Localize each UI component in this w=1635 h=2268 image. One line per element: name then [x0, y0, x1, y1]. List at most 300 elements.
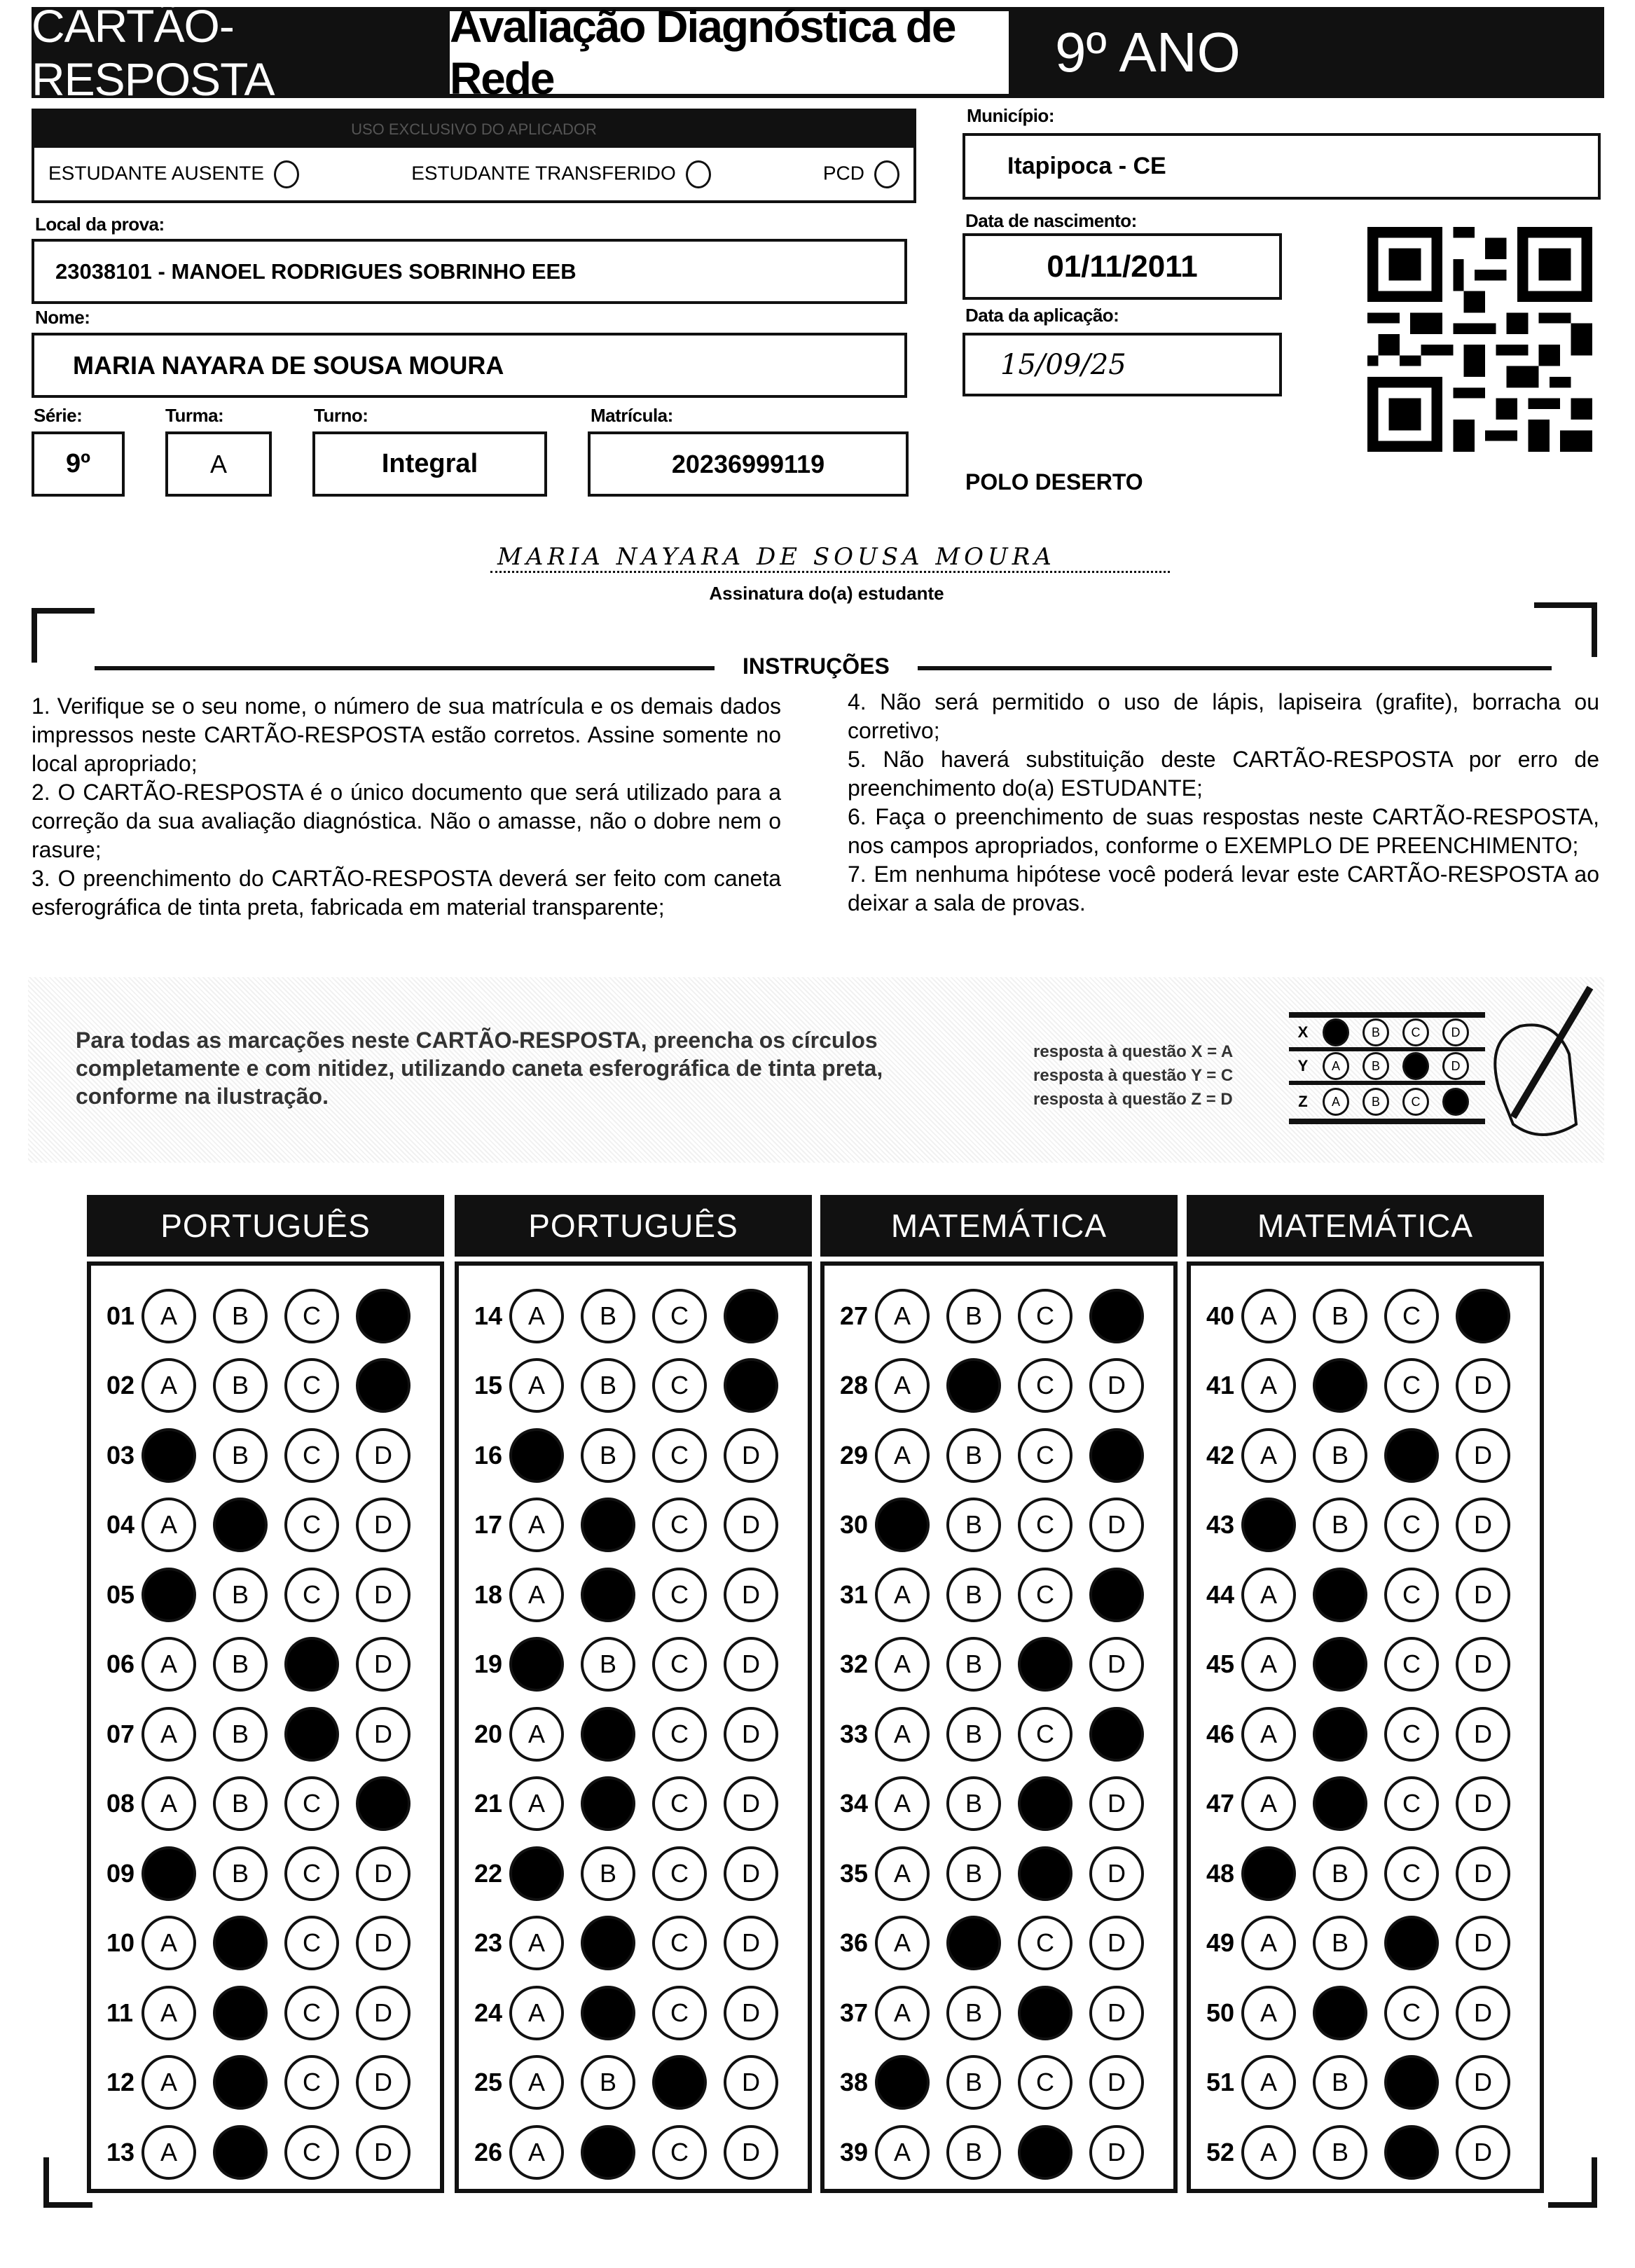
bubble-b[interactable]: B [581, 1428, 635, 1483]
bubble-b[interactable]: B [1313, 1428, 1367, 1483]
filled-bubble-b[interactable] [1313, 1637, 1367, 1692]
bubble-a[interactable]: A [509, 2055, 564, 2110]
name-field: MARIA NAYARA DE SOUSA MOURA [32, 333, 907, 398]
bubble-d[interactable]: D [356, 1846, 411, 1901]
filled-bubble-d[interactable] [1089, 1568, 1144, 1622]
bubble-d[interactable]: D [356, 1568, 411, 1622]
bubble-c[interactable]: C [652, 1846, 707, 1901]
bubble-b[interactable]: B [946, 1289, 1001, 1343]
bubble-d[interactable]: D [1089, 1916, 1144, 1970]
filled-bubble-a[interactable] [142, 1428, 196, 1483]
filled-bubble-c[interactable] [1384, 1916, 1439, 1970]
bubble-c[interactable]: C [284, 1289, 339, 1343]
bubble-c[interactable]: C [1384, 1776, 1439, 1831]
corner-mark [32, 608, 95, 663]
example-bubble: B [1362, 1088, 1389, 1116]
bubble-c[interactable]: C [1384, 1358, 1439, 1413]
filled-bubble-c[interactable] [284, 1707, 339, 1762]
question-number: 29 [840, 1440, 869, 1470]
bubble-a[interactable]: A [509, 1776, 564, 1831]
filled-bubble-b[interactable] [946, 1916, 1001, 1970]
example-bubble: D [1442, 1018, 1469, 1046]
answer-row [825, 2048, 1173, 2118]
bubble-a[interactable]: A [509, 1916, 564, 1970]
filled-bubble-c[interactable] [1384, 1428, 1439, 1483]
bubble-a[interactable]: A [142, 2055, 196, 2110]
absent-radio[interactable] [274, 160, 299, 188]
instructions-left: 1. Verifique se o seu nome, o número de sua matrícula e os demais dados impressos neste CARTÃO-RESPOSTA estão corretos. Assine somente no local apropriado; 2. O CARTÃO-RESPOSTA é o único documento que será utilizado para a correção da sua avaliação diagnóstica. Não o amasse, não o dobre nem o rasure; 3. O preenchimento do CARTÃO-RESPOSTA deverá ser feito com caneta esferográfica de tinta preta, fabricada em material transparente; [32, 693, 781, 920]
bubble-d[interactable]: D [724, 1986, 778, 2040]
question-number: 17 [474, 1510, 503, 1540]
bubble-a[interactable]: A [875, 1846, 930, 1901]
filled-bubble-b[interactable] [213, 2125, 268, 2180]
example-question: Z [1298, 1093, 1308, 1110]
bubble-b[interactable]: B [213, 1637, 268, 1692]
question-number: 47 [1206, 1789, 1235, 1818]
bubble-d[interactable]: D [1089, 1637, 1144, 1692]
corner-mark [43, 2157, 92, 2208]
filled-bubble-b[interactable] [581, 2125, 635, 2180]
answer-row [1191, 1491, 1540, 1561]
bubble-d[interactable]: D [724, 1916, 778, 1970]
bubble-a[interactable]: A [1241, 1428, 1296, 1483]
bubble-d[interactable]: D [724, 2125, 778, 2180]
bubble-c[interactable]: C [652, 1916, 707, 1970]
exam-title: Avaliação Diagnóstica de Rede [446, 7, 1013, 98]
qr-code [1367, 227, 1592, 452]
bubble-a[interactable]: A [142, 2125, 196, 2180]
question-number: 33 [840, 1719, 869, 1748]
bubble-a[interactable]: A [142, 1358, 196, 1413]
bubble-b[interactable]: B [213, 1846, 268, 1901]
bubble-a[interactable]: A [142, 1289, 196, 1343]
bubble-d[interactable]: D [1456, 2125, 1510, 2180]
filled-bubble-b[interactable] [213, 1986, 268, 2040]
example-legend [1033, 1040, 1233, 1112]
bubble-d[interactable]: D [1456, 1986, 1510, 2040]
bubble-d[interactable]: D [1456, 1498, 1510, 1552]
bubble-b[interactable]: B [213, 1428, 268, 1483]
filled-bubble-d[interactable] [1089, 1428, 1144, 1483]
bubble-c[interactable]: C [652, 1986, 707, 2040]
municipio-label: Município: [967, 105, 1054, 126]
bubble-c[interactable]: C [1384, 1707, 1439, 1762]
filled-bubble-d[interactable] [356, 1776, 411, 1831]
signature-label: Assinatura do(a) estudante [709, 583, 944, 604]
answer-row [91, 1281, 440, 1351]
example-bubble: B [1362, 1052, 1389, 1080]
answer-row [825, 1420, 1173, 1491]
bubble-b[interactable]: B [946, 1428, 1001, 1483]
filled-bubble-a[interactable] [875, 2055, 930, 2110]
bubble-d[interactable]: D [724, 1846, 778, 1901]
filled-bubble-c[interactable] [652, 2055, 707, 2110]
bubble-d[interactable]: D [724, 1428, 778, 1483]
bubble-a[interactable]: A [875, 1568, 930, 1622]
bubble-b[interactable]: B [1313, 2125, 1367, 2180]
answer-row [91, 1420, 440, 1491]
bubble-b[interactable]: B [946, 1568, 1001, 1622]
bubble-d[interactable]: D [356, 1498, 411, 1552]
bubble-b[interactable]: B [946, 1498, 1001, 1552]
bubble-c[interactable]: C [1384, 1846, 1439, 1901]
bubble-b[interactable]: B [1313, 1498, 1367, 1552]
question-number: 42 [1206, 1440, 1235, 1470]
example-row [1289, 1018, 1485, 1051]
bubble-c[interactable]: C [652, 1568, 707, 1622]
bubble-c[interactable]: C [284, 2125, 339, 2180]
filled-bubble-a[interactable] [509, 1428, 564, 1483]
bubble-d[interactable]: D [356, 2125, 411, 2180]
bubble-a[interactable]: A [142, 1776, 196, 1831]
bubble-b[interactable]: B [1313, 1846, 1367, 1901]
bubble-c[interactable]: C [1384, 1986, 1439, 2040]
bubble-d[interactable]: D [724, 1707, 778, 1762]
bubble-d[interactable]: D [1089, 1986, 1144, 2040]
bubble-b[interactable]: B [1313, 1289, 1367, 1343]
answer-row [1191, 1978, 1540, 2048]
filled-bubble-b[interactable] [1313, 1986, 1367, 2040]
bubble-d[interactable]: D [1456, 1707, 1510, 1762]
bubble-d[interactable]: D [1456, 1637, 1510, 1692]
question-number: 36 [840, 1928, 869, 1958]
bubble-a[interactable]: A [142, 1498, 196, 1552]
bubble-b[interactable]: B [581, 1846, 635, 1901]
example-grid [1289, 1012, 1485, 1124]
filled-bubble-d[interactable] [356, 1358, 411, 1413]
bubble-c[interactable]: C [284, 1498, 339, 1552]
transferred-radio[interactable] [686, 160, 711, 188]
question-number: 48 [1206, 1858, 1235, 1888]
bubble-a[interactable]: A [1241, 1916, 1296, 1970]
question-number: 03 [106, 1440, 135, 1470]
answer-row [825, 1909, 1173, 1979]
instructions-title: INSTRUÇÕES [715, 654, 918, 679]
bubble-a[interactable]: A [1241, 1776, 1296, 1831]
bubble-c[interactable]: C [1384, 1289, 1439, 1343]
bubble-c[interactable]: C [1018, 2055, 1072, 2110]
question-number: 18 [474, 1579, 503, 1609]
question-number: 20 [474, 1719, 503, 1748]
bubble-b[interactable]: B [946, 2125, 1001, 2180]
answer-row [825, 1978, 1173, 2048]
bubble-c[interactable]: C [652, 1637, 707, 1692]
bubble-d[interactable]: D [1089, 1358, 1144, 1413]
bubble-b[interactable]: B [946, 1986, 1001, 2040]
filled-bubble-b[interactable] [213, 1916, 268, 1970]
bubble-d[interactable]: D [1089, 1846, 1144, 1901]
example-bubble: B [1362, 1018, 1389, 1046]
bubble-a[interactable]: A [875, 1637, 930, 1692]
filled-bubble-c[interactable] [1018, 2125, 1072, 2180]
bubble-c[interactable]: C [1018, 1289, 1072, 1343]
bubble-c[interactable]: C [652, 1776, 707, 1831]
bubble-b[interactable]: B [213, 1289, 268, 1343]
subject-header: PORTUGUÊS [87, 1195, 444, 1257]
filled-bubble-c[interactable] [1018, 1776, 1072, 1831]
filled-bubble-b[interactable] [581, 1568, 635, 1622]
example-bubble [1402, 1052, 1429, 1080]
example-bubble: D [1442, 1052, 1469, 1080]
answer-row [825, 1630, 1173, 1700]
pcd-option[interactable] [823, 160, 899, 188]
bubble-a[interactable]: A [509, 1289, 564, 1343]
bubble-d[interactable]: D [1456, 1776, 1510, 1831]
bubble-c[interactable]: C [284, 1846, 339, 1901]
bubble-a[interactable]: A [875, 1428, 930, 1483]
question-number: 21 [474, 1789, 503, 1818]
bubble-a[interactable]: A [875, 1986, 930, 2040]
answer-row [459, 1420, 808, 1491]
filled-bubble-d[interactable] [1089, 1289, 1144, 1343]
bubble-c[interactable]: C [652, 1707, 707, 1762]
filled-bubble-b[interactable] [213, 2055, 268, 2110]
filled-bubble-b[interactable] [581, 1916, 635, 1970]
filled-bubble-b[interactable] [1313, 1358, 1367, 1413]
question-number: 52 [1206, 2137, 1235, 2166]
bubble-b[interactable]: B [213, 1707, 268, 1762]
bubble-c[interactable]: C [284, 1916, 339, 1970]
bubble-c[interactable]: C [652, 1358, 707, 1413]
legend-x: resposta à questão X = A [1033, 1042, 1234, 1061]
bubble-c[interactable]: C [1018, 1428, 1072, 1483]
filled-bubble-a[interactable] [1241, 1846, 1296, 1901]
bubble-d[interactable]: D [1089, 1776, 1144, 1831]
filled-bubble-b[interactable] [581, 1498, 635, 1552]
bubble-c[interactable]: C [652, 1498, 707, 1552]
filled-bubble-a[interactable] [142, 1568, 196, 1622]
bubble-b[interactable]: B [946, 2055, 1001, 2110]
bubble-d[interactable]: D [1089, 2125, 1144, 2180]
bubble-a[interactable]: A [509, 2125, 564, 2180]
question-number: 51 [1206, 2068, 1235, 2097]
bubble-b[interactable]: B [581, 1358, 635, 1413]
answer-row [91, 1491, 440, 1561]
filled-bubble-a[interactable] [142, 1846, 196, 1901]
bubble-a[interactable]: A [875, 1358, 930, 1413]
answer-row [825, 1769, 1173, 1839]
signature-line[interactable]: MARIA NAYARA DE SOUSA MOURA [490, 543, 1170, 573]
instructions-right: 4. Não será permitido o uso de lápis, lapiseira (grafite), borracha ou corretivo; 5. Não haverá substituição deste CARTÃO-RESPOSTA por erro de preenchimento do(a) ESTUDANTE; 6. Faça o preenchimento de suas respostas neste CARTÃO-RESPOSTA, nos campos apropriados, conforme o EXEMPLO DE PREENCHIMENTO; 7. Em nenhuma hipótese você poderá levar este CARTÃO-RESPOSTA ao deixar a sala de provas. [848, 689, 1599, 915]
bubble-c[interactable]: C [284, 1986, 339, 2040]
bubble-c[interactable]: C [652, 1289, 707, 1343]
bubble-d[interactable]: D [1456, 1428, 1510, 1483]
filled-bubble-b[interactable] [946, 1358, 1001, 1413]
bubble-b[interactable]: B [581, 2055, 635, 2110]
filled-bubble-d[interactable] [356, 1289, 411, 1343]
filled-bubble-c[interactable] [1018, 1637, 1072, 1692]
bubble-a[interactable]: A [142, 1637, 196, 1692]
filled-bubble-a[interactable] [1241, 1498, 1296, 1552]
bubble-a[interactable]: A [1241, 1986, 1296, 2040]
bubble-c[interactable]: C [652, 1428, 707, 1483]
bubble-c[interactable]: C [1384, 1568, 1439, 1622]
question-number: 24 [474, 1998, 503, 2027]
filled-bubble-d[interactable] [724, 1358, 778, 1413]
question-number: 25 [474, 2068, 503, 2097]
question-number: 12 [106, 2068, 135, 2097]
application-date-field[interactable]: 15/09/25 [963, 333, 1282, 396]
bubble-c[interactable]: C [1018, 1916, 1072, 1970]
bubble-a[interactable]: A [509, 1986, 564, 2040]
local-label: Local da prova: [35, 214, 165, 235]
answer-row [459, 1699, 808, 1769]
hand-pen-icon [1471, 984, 1597, 1145]
answer-row [1191, 2117, 1540, 2187]
bubble-d[interactable]: D [356, 1707, 411, 1762]
bubble-d[interactable]: D [1456, 1916, 1510, 1970]
question-number: 02 [106, 1371, 135, 1400]
bubble-a[interactable]: A [875, 1776, 930, 1831]
bubble-b[interactable]: B [946, 1846, 1001, 1901]
bubble-d[interactable]: D [1089, 2055, 1144, 2110]
answer-row [459, 1351, 808, 1421]
bubble-a[interactable]: A [875, 2125, 930, 2180]
question-number: 34 [840, 1789, 869, 1818]
filled-bubble-b[interactable] [1313, 1707, 1367, 1762]
bubble-b[interactable]: B [581, 1637, 635, 1692]
bubble-d[interactable]: D [356, 1428, 411, 1483]
absent-option[interactable] [48, 160, 299, 188]
bubble-c[interactable]: C [1384, 1637, 1439, 1692]
answer-row [459, 1630, 808, 1700]
bubble-a[interactable]: A [142, 1916, 196, 1970]
turno-field: Integral [312, 431, 547, 497]
filled-bubble-d[interactable] [1089, 1707, 1144, 1762]
bubble-d[interactable]: D [724, 1498, 778, 1552]
bubble-c[interactable]: C [1018, 1707, 1072, 1762]
question-number: 39 [840, 2137, 869, 2166]
bubble-a[interactable]: A [875, 1289, 930, 1343]
bubble-a[interactable]: A [509, 1707, 564, 1762]
filled-bubble-b[interactable] [581, 1776, 635, 1831]
question-number: 35 [840, 1858, 869, 1888]
bubble-a[interactable]: A [142, 1986, 196, 2040]
filled-bubble-c[interactable] [1018, 1846, 1072, 1901]
filled-bubble-c[interactable] [1384, 2125, 1439, 2180]
bubble-b[interactable]: B [1313, 1916, 1367, 1970]
filled-bubble-b[interactable] [581, 1707, 635, 1762]
bubble-d[interactable]: D [356, 1916, 411, 1970]
filled-bubble-a[interactable] [509, 1637, 564, 1692]
example-bubble: C [1402, 1088, 1429, 1116]
bubble-a[interactable]: A [875, 1707, 930, 1762]
answer-row [1191, 1769, 1540, 1839]
bubble-c[interactable]: C [284, 1568, 339, 1622]
bubble-d[interactable]: D [1456, 1568, 1510, 1622]
bubble-d[interactable]: D [356, 1986, 411, 2040]
bubble-a[interactable]: A [1241, 1358, 1296, 1413]
bubble-a[interactable]: A [509, 1358, 564, 1413]
filled-bubble-b[interactable] [1313, 1568, 1367, 1622]
bubble-c[interactable]: C [284, 2055, 339, 2110]
bubble-b[interactable]: B [1313, 2055, 1367, 2110]
question-number: 08 [106, 1789, 135, 1818]
bubble-d[interactable]: D [724, 1637, 778, 1692]
filled-bubble-b[interactable] [1313, 1776, 1367, 1831]
filled-bubble-d[interactable] [724, 1289, 778, 1343]
bubble-d[interactable]: D [724, 1568, 778, 1622]
bubble-b[interactable]: B [213, 1568, 268, 1622]
municipio-field: Itapipoca - CE [963, 133, 1601, 200]
bubble-c[interactable]: C [1384, 1498, 1439, 1552]
bubble-d[interactable]: D [356, 1637, 411, 1692]
question-number: 15 [474, 1371, 503, 1400]
answer-row [91, 1630, 440, 1700]
filled-bubble-c[interactable] [284, 1637, 339, 1692]
bubble-c[interactable]: C [284, 1358, 339, 1413]
bubble-d[interactable]: D [1089, 1498, 1144, 1552]
bubble-d[interactable]: D [1456, 1358, 1510, 1413]
bubble-a[interactable]: A [1241, 1568, 1296, 1622]
bubble-b[interactable]: B [213, 1358, 268, 1413]
example-question: Y [1297, 1057, 1309, 1074]
answer-row [459, 2117, 808, 2187]
legend-y: resposta à questão Y = C [1033, 1066, 1234, 1085]
bubble-d[interactable]: D [1456, 2055, 1510, 2110]
bubble-a[interactable]: A [1241, 1289, 1296, 1343]
bubble-c[interactable]: C [652, 2125, 707, 2180]
question-number: 23 [474, 1928, 503, 1958]
bubble-c[interactable]: C [1018, 1568, 1072, 1622]
bubble-a[interactable]: A [1241, 1707, 1296, 1762]
bubble-a[interactable]: A [1241, 1637, 1296, 1692]
bubble-a[interactable]: A [142, 1707, 196, 1762]
pcd-radio[interactable] [874, 160, 899, 188]
bubble-b[interactable]: B [213, 1776, 268, 1831]
answer-row [91, 1839, 440, 1909]
bubble-c[interactable]: C [284, 1428, 339, 1483]
question-number: 22 [474, 1858, 503, 1888]
bubble-c[interactable]: C [1018, 1498, 1072, 1552]
card-title: CARTÃO-RESPOSTA [32, 7, 446, 98]
answer-row [825, 1560, 1173, 1630]
answer-column [820, 1261, 1178, 2193]
bubble-d[interactable]: D [1456, 1846, 1510, 1901]
answer-row [459, 2048, 808, 2118]
bubble-b[interactable]: B [946, 1707, 1001, 1762]
bubble-b[interactable]: B [946, 1637, 1001, 1692]
bubble-b[interactable]: B [946, 1776, 1001, 1831]
bubble-a[interactable]: A [509, 1498, 564, 1552]
transferred-option[interactable] [411, 160, 711, 188]
bubble-a[interactable]: A [509, 1568, 564, 1622]
filled-bubble-d[interactable] [1456, 1289, 1510, 1343]
filled-bubble-a[interactable] [509, 1846, 564, 1901]
corner-mark [1548, 2157, 1597, 2208]
filled-bubble-a[interactable] [875, 1498, 930, 1552]
bubble-a[interactable]: A [875, 1916, 930, 1970]
filled-bubble-b[interactable] [213, 1498, 268, 1552]
bubble-a[interactable]: A [1241, 2055, 1296, 2110]
bubble-b[interactable]: B [581, 1289, 635, 1343]
question-number: 09 [106, 1858, 135, 1888]
example-bubble [1442, 1088, 1469, 1116]
bubble-d[interactable]: D [356, 2055, 411, 2110]
bubble-d[interactable]: D [724, 2055, 778, 2110]
question-number: 13 [106, 2137, 135, 2166]
bubble-a[interactable]: A [1241, 2125, 1296, 2180]
bubble-c[interactable]: C [1018, 1358, 1072, 1413]
example-bubble: A [1323, 1088, 1349, 1116]
bubble-c[interactable]: C [284, 1776, 339, 1831]
filled-bubble-c[interactable] [1384, 2055, 1439, 2110]
bubble-d[interactable]: D [724, 1776, 778, 1831]
question-number: 38 [840, 2068, 869, 2097]
answer-row [91, 1909, 440, 1979]
filled-bubble-b[interactable] [581, 1986, 635, 2040]
filled-bubble-c[interactable] [1018, 1986, 1072, 2040]
